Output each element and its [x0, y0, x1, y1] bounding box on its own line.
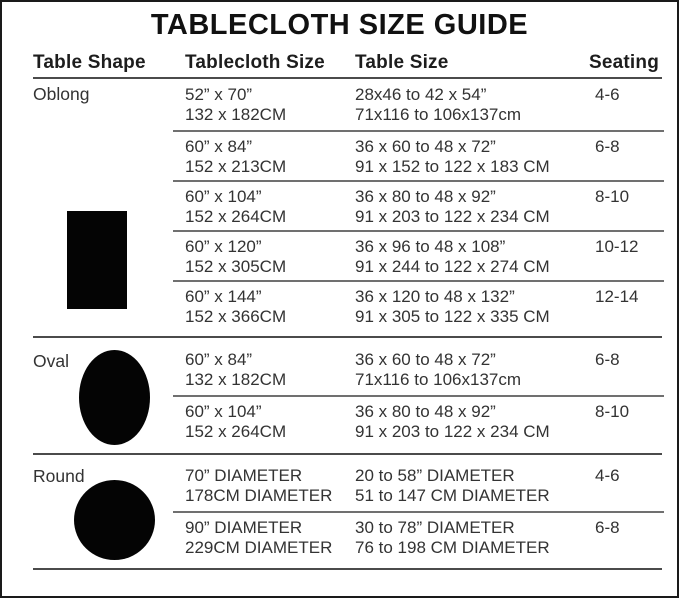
tablecloth-size-inches: 52” x 70” [185, 85, 253, 104]
seating-cell: 6-8 [595, 518, 620, 537]
table-size-inches: 28x46 to 42 x 54” [355, 85, 487, 104]
table-row [173, 230, 664, 280]
table-size-cm: 91 x 244 to 122 x 274 CM [355, 257, 550, 276]
tablecloth-size-cm: 132 x 182CM [185, 370, 287, 389]
section-rows-oval [173, 345, 664, 445]
table-size-inches: 36 x 96 to 48 x 108” [355, 237, 506, 256]
table-size-cm: 71x116 to 106x137cm [355, 370, 522, 389]
table-size-cell [355, 350, 589, 395]
oblong-shape-icon [67, 211, 127, 309]
column-header-tablecloth-size: Tablecloth Size [185, 52, 325, 73]
tablecloth-size-cm: 178CM DIAMETER [185, 486, 333, 505]
column-header-seating: Seating [589, 52, 660, 73]
seating-cell: 4-6 [595, 85, 620, 104]
section-divider [33, 453, 662, 455]
section-divider [33, 336, 662, 338]
tablecloth-size-inches: 60” x 144” [185, 287, 262, 306]
table-row [173, 130, 664, 180]
table-size-inches: 36 x 80 to 48 x 92” [355, 187, 496, 206]
tablecloth-size-cell [173, 402, 355, 445]
section-rows-round [173, 461, 664, 561]
oval-shape-icon [79, 350, 150, 445]
table-row [173, 180, 664, 230]
tablecloth-size-inches: 60” x 104” [185, 187, 262, 206]
tablecloth-size-inches: 90” DIAMETER [185, 518, 303, 537]
tablecloth-size-cm: 152 x 264CM [185, 207, 287, 226]
table-row [173, 461, 664, 511]
table-size-cm: 91 x 203 to 122 x 234 CM [355, 422, 550, 441]
table-size-cm: 76 to 198 CM DIAMETER [355, 538, 550, 557]
section-label-oblong: Oblong [33, 84, 90, 104]
tablecloth-size-inches: 60” x 84” [185, 137, 253, 156]
tablecloth-size-inches: 60” x 104” [185, 402, 262, 421]
table-row [173, 345, 664, 395]
section-label-round: Round [33, 466, 85, 486]
table-size-cell [355, 187, 589, 230]
table-size-cell [355, 402, 589, 445]
table-size-inches: 36 x 60 to 48 x 72” [355, 350, 496, 369]
tablecloth-size-cell [173, 237, 355, 280]
tablecloth-size-cell [173, 466, 355, 511]
table-size-inches: 30 to 78” DIAMETER [355, 518, 515, 537]
table-size-cell [355, 237, 589, 280]
table-size-inches: 36 x 80 to 48 x 92” [355, 402, 496, 421]
tablecloth-size-cm: 229CM DIAMETER [185, 538, 333, 557]
column-header-table-size: Table Size [355, 52, 449, 73]
table-size-cell [355, 466, 589, 511]
header-divider [33, 77, 662, 79]
round-shape-icon [74, 480, 155, 560]
tablecloth-size-cell [173, 350, 355, 395]
seating-cell: 6-8 [595, 350, 620, 369]
section-rows-oblong [173, 80, 664, 330]
section-label-oval: Oval [33, 351, 69, 371]
table-size-cm: 51 to 147 CM DIAMETER [355, 486, 550, 505]
table-row [173, 395, 664, 445]
table-size-cell [355, 137, 589, 180]
table-row [173, 511, 664, 561]
table-row [173, 80, 664, 130]
tablecloth-size-cell [173, 137, 355, 180]
tablecloth-size-cell [173, 187, 355, 230]
tablecloth-size-cm: 152 x 305CM [185, 257, 287, 276]
table-size-inches: 36 x 120 to 48 x 132” [355, 287, 515, 306]
table-size-cm: 71x116 to 106x137cm [355, 105, 522, 124]
tablecloth-size-cm: 152 x 366CM [185, 307, 287, 326]
seating-cell: 8-10 [595, 402, 630, 421]
table-size-cm: 91 x 203 to 122 x 234 CM [355, 207, 550, 226]
seating-cell: 12-14 [595, 287, 639, 306]
tablecloth-size-cm: 152 x 213CM [185, 157, 287, 176]
table-size-cell [355, 287, 589, 330]
tablecloth-size-inches: 70” DIAMETER [185, 466, 303, 485]
tablecloth-size-cm: 132 x 182CM [185, 105, 287, 124]
seating-cell: 4-6 [595, 466, 620, 485]
seating-cell: 6-8 [595, 137, 620, 156]
seating-cell: 8-10 [595, 187, 630, 206]
bottom-divider [33, 568, 662, 570]
table-size-inches: 36 x 60 to 48 x 72” [355, 137, 496, 156]
tablecloth-size-cell [173, 85, 355, 130]
table-size-cell [355, 518, 589, 561]
seating-cell: 10-12 [595, 237, 639, 256]
tablecloth-size-cell [173, 518, 355, 561]
tablecloth-size-inches: 60” x 84” [185, 350, 253, 369]
tablecloth-size-inches: 60” x 120” [185, 237, 262, 256]
table-size-cm: 91 x 152 to 122 x 183 CM [355, 157, 550, 176]
column-header-table-shape: Table Shape [33, 52, 146, 73]
table-size-cell [355, 85, 589, 130]
page-title: TABLECLOTH SIZE GUIDE [150, 9, 529, 41]
table-row [173, 280, 664, 330]
tablecloth-size-cm: 152 x 264CM [185, 422, 287, 441]
table-size-cm: 91 x 305 to 122 x 335 CM [355, 307, 550, 326]
table-size-inches: 20 to 58” DIAMETER [355, 466, 515, 485]
tablecloth-size-cell [173, 287, 355, 330]
